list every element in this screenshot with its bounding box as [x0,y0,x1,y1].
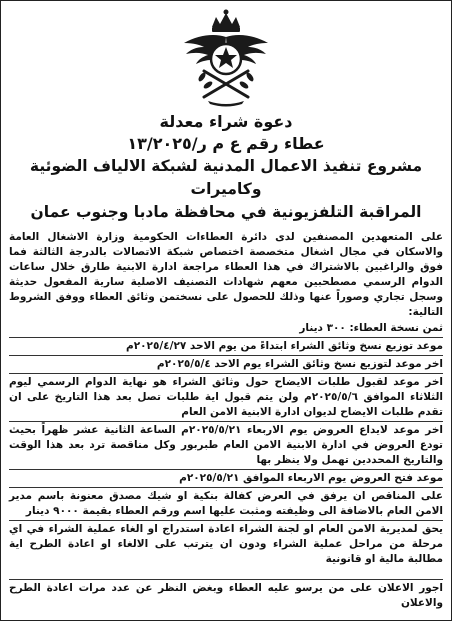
condition-copy-price: ثمن نسخة العطاء: ٣٠٠ دينار [299,322,443,334]
condition-cancellation-right: يحق لمديرية الامن العام او لجنة الشراء اعادة استدراج او الغاء عملية الشراء في اي مرحلة من مراحل عملية الشراء ودون ان يترتب على الالغاء او اعادة الطرح اية مطالبة مالية او قانونية [9,520,443,568]
condition-distribution-end: اخر موعد لتوزيع نسخ وثائق الشراء يوم الاحد ٢٠٢٥/٥/٤م [9,355,443,373]
advertising-fees-note: اجور الاعلان على من يرسو عليه العطاء وبغض النظر عن عدد مرات اعادة الطرح والاعلان [9,579,443,611]
tender-reference: عطاء رقم ع م ر/١٣/٢٠٢٥ [127,134,325,153]
condition-clarification-deadline: اخر موعد لقبول طلبات الايضاح حول وثائق الشراء هو نهاية الدوام الرسمي ليوم الثلاثاء الموافق ٢٠٢٥/٥/٦م ولن يتم قبول اية طلبات تصل بعد هذا التاريخ على ان تقدم طلبات الايضاح لديوان ادارة الابنية الامن العام [9,373,443,421]
notice-title: دعوة شراء معدلة [159,112,293,131]
condition-opening-date: موعد فتح العروض يوم الاربعاء الموافق ٢٠٢٥/٥/٢١م [9,469,443,487]
intro-paragraph: على المتعهدين المصنفين لدى دائرة العطاءات الحكومية وزارة الاشغال العامة والاسكان في مجال اشغال متخصصة اختصاص شبكة الاتصالات بالدرجة الثالثة فما فوق والراغبين بالاشتراك في هذا العطاء مراجعة ادارة الابنية طارق خلال ساعات الدوام الرسمي مصطحبين معهم شهادات التصنيف الاصلية سارية المفعول حديثة وسجل تجاري وصوراً عنها وذلك للحصول على نسختمن وثائق العطاء ووفق الشروط التالية: [9,231,443,318]
condition-bid-guarantee: على المناقص ان يرفق في العرض كفالة بنكية او شيك مصدق معنونة باسم مدير الامن العام بالاضافة الى وظيفته ومثبت عليها اسم ورقم العطاء بقيمة ٩٠٠٠ دينار [9,487,443,520]
project-title-line-1: مشروع تنفيذ الاعمال المدنية لشبكة الالياف الضوئية وكاميرات [29,157,423,198]
conditions-list [9,320,443,568]
jordan-armed-forces-crest-icon [178,7,274,107]
condition-submission-deadline: اخر موعد لايداع العروض يوم الاربعاء ٢٠٢٥/٥/٢١م الساعة الثانية عشر ظهراً بحيث تودع العروض في ادارة الابنية الامن العام طبربور وكل مناقصة ترد بعد هذا الوقت والتاريخ المحددين تهمل ولا ينظر بها [9,421,443,469]
condition-distribution-start: موعد توزيع نسخ وثائق الشراء ابتداءً من يوم الاحد ٢٠٢٥/٤/٢٧م [9,337,443,355]
emblem-area [9,7,443,107]
project-title-line-2: المراقبة التلفزيونية في محافظة مادبا وجنوب عمان [30,203,422,221]
